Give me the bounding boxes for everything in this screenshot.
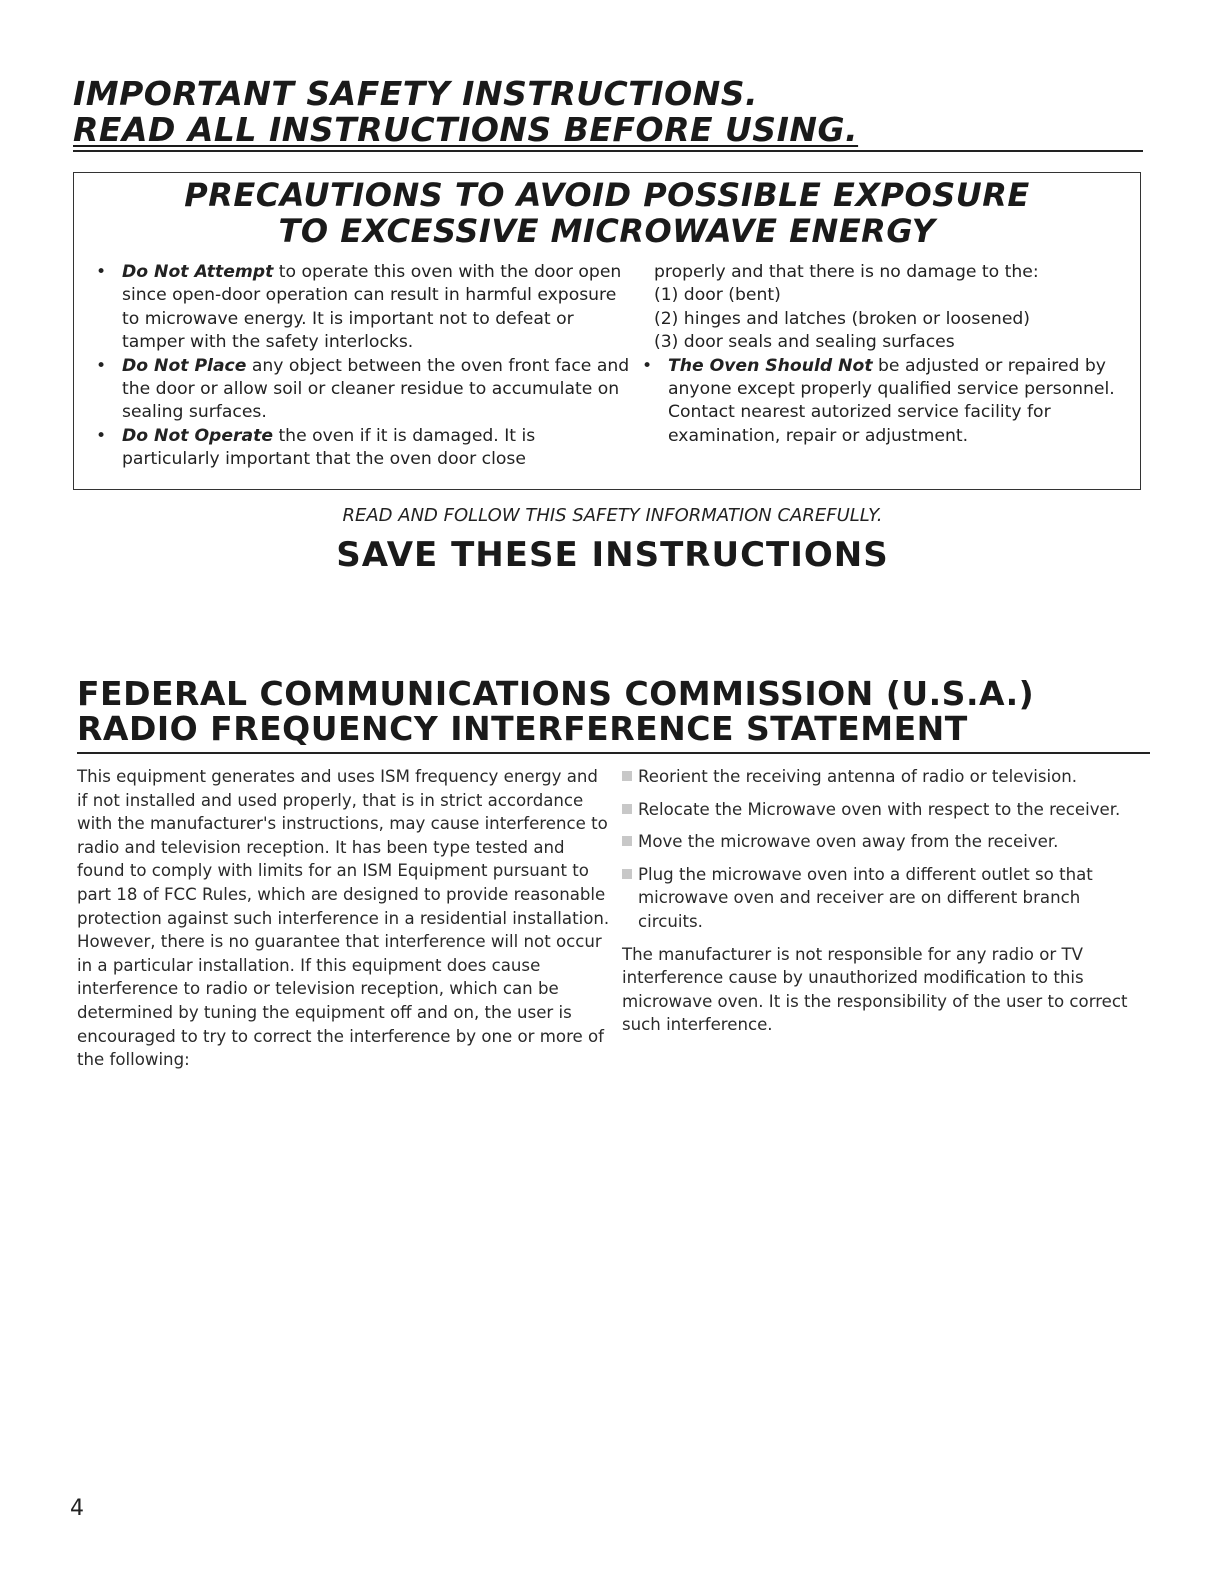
fcc-closing-paragraph: The manufacturer is not responsible for any radio or TV interference cause by unauthorized modification to this microwave oven. It is the responsibility of the user to correct such interference.	[622, 944, 1128, 1035]
precaution-item-do-not-operate	[96, 425, 636, 472]
damage-item-hinges: (2) hinges and latches (broken or loosened)	[654, 308, 1031, 329]
precaution-lead: Do Not Operate	[122, 425, 273, 446]
fcc-divider	[77, 752, 1150, 754]
square-bullet-icon	[622, 804, 632, 814]
bullet-icon: •	[96, 355, 107, 376]
fcc-remedy-text: Plug the microwave oven into a different outlet so that microwave oven and receiver are on different branch circuits.	[638, 864, 1093, 931]
fcc-remedy-item	[622, 798, 1147, 822]
precautions-title-line1: PRECAUTIONS TO AVOID POSSIBLE EXPOSURE	[184, 176, 1030, 214]
square-bullet-icon	[622, 869, 632, 879]
bullet-icon: •	[96, 262, 107, 282]
precautions-title-line2: TO EXCESSIVE MICROWAVE ENERGY	[278, 212, 936, 250]
save-instructions-heading: SAVE THESE INSTRUCTIONS	[336, 535, 889, 575]
damage-item-seals: (3) door seals and sealing surfaces	[654, 332, 955, 353]
precaution-text: be adjusted or repaired by anyone except properly qualified service personnel. Contact nearest autorized service facility for examination, repair or adjustment.	[668, 355, 1115, 446]
header-divider	[73, 150, 1143, 152]
precaution-item-oven-should-not	[642, 355, 1132, 449]
safety-header-line2: READ ALL INSTRUCTIONS BEFORE USING.	[73, 110, 859, 149]
precaution-lead: Do Not Place	[122, 355, 247, 376]
precaution-text: the oven if it is damaged. It is particularly important that the oven door close	[122, 425, 536, 470]
precautions-left-column	[96, 261, 636, 472]
damage-item-door: (1) door (bent)	[654, 285, 781, 306]
precaution-item-do-not-attempt	[96, 261, 636, 355]
square-bullet-icon	[622, 836, 632, 846]
square-bullet-icon	[622, 771, 632, 781]
precaution-text: to operate this oven with the door open since open-door operation can result in harmful exposure to microwave energy. It is important not to defeat or tamper with the safety interlocks.	[122, 262, 622, 353]
fcc-remedy-item	[622, 765, 1147, 789]
safety-header-line1: IMPORTANT SAFETY INSTRUCTIONS.	[73, 74, 759, 113]
read-follow-notice: READ AND FOLLOW THIS SAFETY INFORMATION CAREFULLY.	[342, 505, 883, 526]
precaution-lead: The Oven Should Not	[668, 355, 873, 376]
precaution-text: any object between the oven front face and the door or allow soil or cleaner residue to accumulate on sealing surfaces.	[122, 355, 630, 423]
precautions-title	[74, 177, 1140, 249]
fcc-remedy-text: Move the microwave oven away from the receiver.	[638, 832, 1059, 852]
fcc-right-column	[622, 765, 1147, 1037]
precaution-item-do-not-place	[96, 355, 636, 425]
bullet-icon: •	[96, 425, 107, 446]
precaution-lead: Do Not Attempt	[122, 262, 274, 282]
precaution-continued-text: properly and that there is no damage to the:	[654, 262, 1039, 282]
precautions-box	[73, 172, 1141, 490]
fcc-remedy-text: Reorient the receiving antenna of radio or television.	[638, 767, 1078, 786]
bullet-icon: •	[642, 355, 653, 376]
fcc-remedy-item	[622, 863, 1147, 934]
fcc-statement-paragraph: This equipment generates and uses ISM frequency energy and if not installed and used properly, that is in strict accordance with the manufacturer's instructions, may cause interference to radio and television reception. It has been type tested and found to comply with limits for an ISM Equipment pursuant to part 18 of FCC Rules, which are designed to provide reasonable protection against such interference in a residential installation. However, there is no guarantee that interference will not occur in a particular installation. If this equipment does cause interference to radio or television reception, which can be determined by tuning the equipment off and on, the user is encouraged to try to correct the interference by one or more of the following:	[77, 767, 610, 1070]
fcc-remedy-item	[622, 830, 1147, 854]
fcc-remedy-text: Relocate the Microwave oven with respect to the receiver.	[638, 799, 1121, 819]
page-number: 4	[70, 1496, 84, 1521]
precautions-right-column	[642, 261, 1132, 448]
fcc-title-line2: RADIO FREQUENCY INTERFERENCE STATEMENT	[77, 709, 968, 748]
fcc-title-line1: FEDERAL COMMUNICATIONS COMMISSION (U.S.A.)	[77, 674, 1035, 713]
